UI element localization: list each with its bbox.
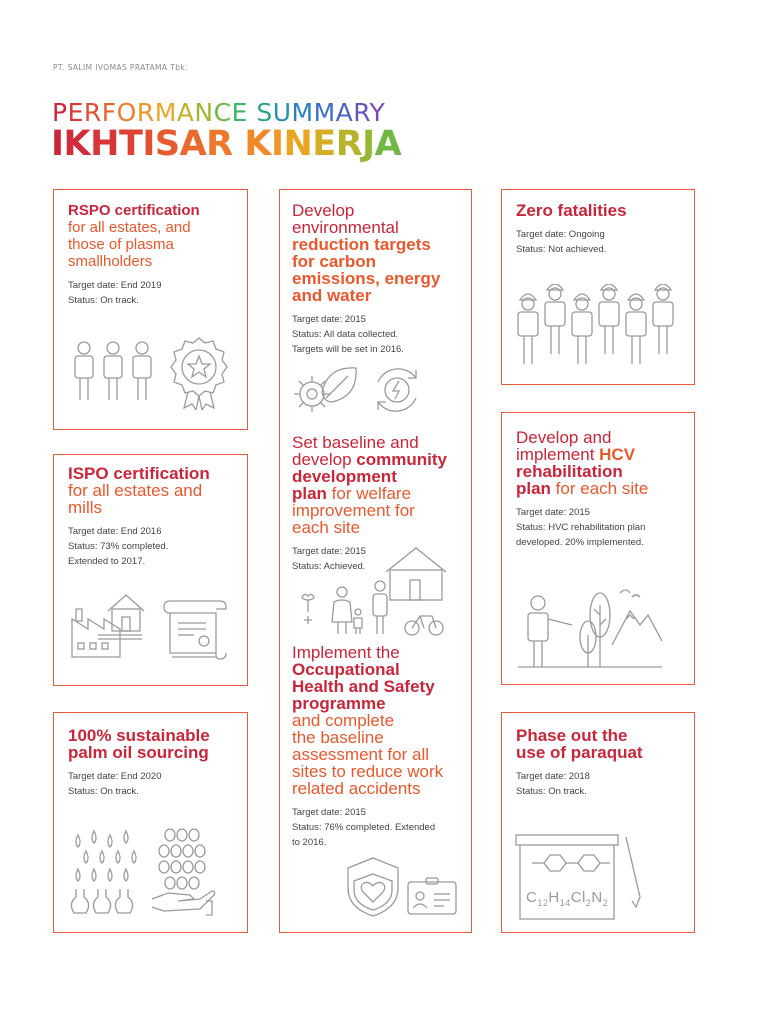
env-heading-line2: environmental <box>292 218 399 237</box>
hcv-heading-line1: Develop and <box>516 428 612 447</box>
env-heading-line1: Develop <box>292 201 355 220</box>
id-card-icon <box>406 876 458 916</box>
certification-badge-icon <box>166 334 232 410</box>
env-heading-line6: and water <box>292 286 372 305</box>
hcv-target-date: Target date: 2015 <box>516 507 590 518</box>
ohs-status-extended: to 2016. <box>292 837 327 848</box>
card-zero-fatalities <box>501 189 695 385</box>
community-heading-line4: plan for welfare <box>292 484 412 503</box>
sustain-target-date: Target date: End 2020 <box>68 771 162 782</box>
ohs-heading-line7: assessment for all <box>292 745 429 764</box>
rspo-target-date: Target date: End 2019 <box>68 280 162 291</box>
paraquat-formula: $C_{12}H_{14}Cl_2N_2$ <box>526 889 609 908</box>
ohs-heading-line3: Health and Safety <box>292 677 435 696</box>
hcv-heading-line2: implement HCV <box>516 445 636 464</box>
hcv-heading-line4: plan for each site <box>516 479 649 498</box>
paraquat-heading-line2: use of paraquat <box>516 743 643 762</box>
gear-leaf-icon <box>292 362 362 418</box>
health-shield-heart-icon <box>342 854 404 918</box>
certificate-scroll-icon <box>160 595 230 661</box>
rspo-status: Status: On track. <box>68 295 139 306</box>
paraquat-chemical-container-icon <box>514 831 646 923</box>
ohs-heading-line8: sites to reduce work <box>292 762 444 781</box>
env-target-date: Target date: 2015 <box>292 314 366 325</box>
paraquat-status: Status: On track. <box>516 786 587 797</box>
card-sustainable-palm-oil <box>53 712 248 933</box>
ohs-status: Status: 76% completed. Extended <box>292 822 436 833</box>
ohs-heading-line5: and complete <box>292 711 395 730</box>
ohs-heading-line4: programme <box>292 694 386 713</box>
community-heading-line3: development <box>292 467 397 486</box>
community-status: Status: Achieved. <box>292 561 366 572</box>
rspo-heading-line4: smallholders <box>68 253 153 270</box>
env-heading-line3: reduction targets <box>292 235 431 254</box>
hcv-status-implemented: developed. 20% implemented. <box>516 537 644 548</box>
sustain-status: Status: On track. <box>68 786 139 797</box>
zero-heading: Zero fatalities <box>516 201 627 220</box>
ispo-heading-line2: for all estates and <box>68 481 203 500</box>
palm-fruits-hand-icon <box>150 825 222 917</box>
ispo-target-date: Target date: End 2016 <box>68 526 162 537</box>
paraquat-heading-line1: Phase out the <box>516 726 628 745</box>
sustain-heading-line2: palm oil sourcing <box>68 743 209 762</box>
env-status: Status: All data collected. <box>292 329 399 340</box>
community-heading-line1: Set baseline and <box>292 433 419 452</box>
community-heading-line2: develop community <box>292 450 447 469</box>
community-heading-line5: improvement for <box>292 501 415 520</box>
community-heading-line6: each site <box>292 518 361 537</box>
env-heading-line5: emissions, energy <box>292 269 441 288</box>
hcv-heading-line3: rehabilitation <box>516 462 623 481</box>
mill-factory-house-icon <box>68 589 160 659</box>
card-ispo-certification <box>53 454 248 686</box>
ispo-heading-line3: mills <box>68 498 102 517</box>
ohs-heading-line1: Implement the <box>292 643 400 662</box>
person-forest-mountain-icon <box>516 585 664 671</box>
ohs-heading-line6: the baseline <box>292 728 384 747</box>
card-environmental-targets <box>279 189 472 933</box>
family-house-bicycle-icon <box>294 542 454 638</box>
zero-status: Status: Not achieved. <box>516 244 607 255</box>
ispo-heading-line1: ISPO certification <box>68 464 210 483</box>
card-rspo-certification <box>53 189 248 430</box>
zero-target-date: Target date: Ongoing <box>516 229 605 240</box>
paraquat-target-date: Target date: 2018 <box>516 771 590 782</box>
hcv-status: Status: HVC rehabilitation plan <box>516 522 646 533</box>
company-name: PT. SALIM IVOMAS PRATAMA Tbk. <box>53 63 188 72</box>
ohs-heading-line2: Occupational <box>292 660 400 679</box>
ohs-heading-line9: related accidents <box>292 779 421 798</box>
rspo-heading-line3: those of plasma <box>68 236 174 253</box>
env-heading-line4: for carbon <box>292 252 377 271</box>
workers-helmets-icon <box>514 284 684 370</box>
ispo-status: Status: 73% completed. <box>68 541 169 552</box>
sustain-heading-line1: 100% sustainable <box>68 726 210 745</box>
title-performance-summary: PERFORMANCE SUMMARY <box>52 98 386 127</box>
ohs-target-date: Target date: 2015 <box>292 807 366 818</box>
renewable-energy-icon <box>368 362 426 418</box>
env-status-targets: Targets will be set in 2016. <box>292 344 404 355</box>
card-hcv-rehabilitation <box>501 412 695 685</box>
ispo-status-extended: Extended to 2017. <box>68 556 146 567</box>
community-target-date: Target date: 2015 <box>292 546 366 557</box>
title-ikhtisar-kinerja: IKHTISAR KINERJA <box>51 124 402 164</box>
card-phase-out-paraquat <box>501 712 695 933</box>
rspo-heading-line1: RSPO certification <box>68 202 200 219</box>
oil-drops-flasks-icon <box>68 825 148 917</box>
rspo-heading-line2: for all estates, and <box>68 219 191 236</box>
smallholders-icon <box>70 338 156 404</box>
